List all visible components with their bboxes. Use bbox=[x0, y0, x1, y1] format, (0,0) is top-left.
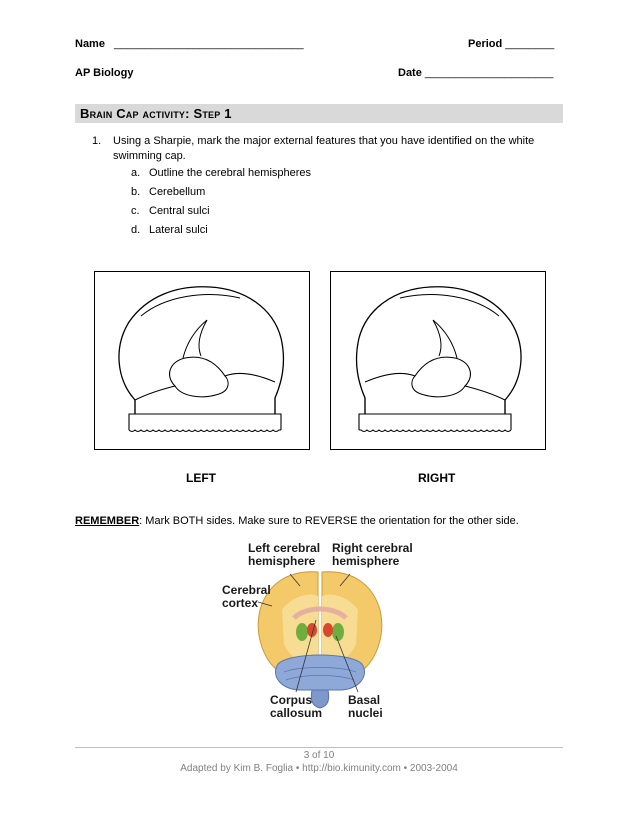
remember-lead: REMEMBER bbox=[75, 515, 140, 527]
name-field bbox=[75, 38, 304, 50]
list-item: a. bbox=[131, 167, 141, 179]
left-cap-drawing bbox=[95, 272, 309, 449]
page-number: 3 of 10 bbox=[303, 750, 335, 761]
list-item-text: Cerebellum bbox=[149, 186, 206, 198]
brain-illustration bbox=[220, 540, 420, 730]
label-left-hemisphere: Left cerebral hemisphere bbox=[248, 541, 321, 568]
label-cerebral-cortex: Cerebral cortex bbox=[222, 583, 271, 610]
name-line: _______________________________ bbox=[114, 38, 304, 50]
remember-note bbox=[75, 515, 519, 527]
section-title: Brain Cap activity: Step 1 bbox=[80, 106, 232, 121]
instruction-text bbox=[113, 134, 565, 164]
list-item-text: Lateral sulci bbox=[149, 224, 208, 236]
right-cap-drawing bbox=[331, 272, 545, 449]
list-item: d. bbox=[131, 224, 141, 236]
name-label: Name bbox=[75, 38, 105, 50]
period-line: ________ bbox=[505, 38, 555, 50]
course-name: AP Biology bbox=[75, 67, 134, 79]
period-field bbox=[468, 38, 554, 50]
date-field bbox=[398, 67, 553, 79]
date-line: _____________________ bbox=[424, 67, 554, 79]
instruction-number: 1. bbox=[92, 135, 102, 147]
list-item-text: Central sulci bbox=[149, 205, 210, 217]
list-item: b. bbox=[131, 186, 141, 198]
list-item: c. bbox=[131, 205, 140, 217]
footer-divider bbox=[75, 747, 563, 748]
list-item-text: Outline the cerebral hemispheres bbox=[149, 167, 312, 179]
footer-credit: Adapted by Kim B. Foglia • http://bio.kimunity.com • 2003-2004 bbox=[180, 763, 458, 774]
instruction-line-1: Using a Sharpie, mark the major external features that you have identified on the white bbox=[113, 135, 535, 147]
left-cap-figure bbox=[94, 271, 310, 450]
instruction-line-2: swimming cap. bbox=[113, 150, 186, 162]
left-label: LEFT bbox=[186, 471, 216, 485]
date-label: Date bbox=[398, 67, 422, 79]
label-corpus-callosum: Corpus callosum bbox=[270, 693, 323, 720]
label-basal-nuclei: Basal nuclei bbox=[348, 693, 383, 720]
remember-text: : Mark BOTH sides. Make sure to REVERSE the orientation for the other side. bbox=[139, 515, 519, 527]
right-label: RIGHT bbox=[418, 471, 456, 485]
right-cap-figure bbox=[330, 271, 546, 450]
label-right-hemisphere: Right cerebral hemisphere bbox=[332, 541, 413, 568]
period-label: Period bbox=[468, 38, 503, 50]
